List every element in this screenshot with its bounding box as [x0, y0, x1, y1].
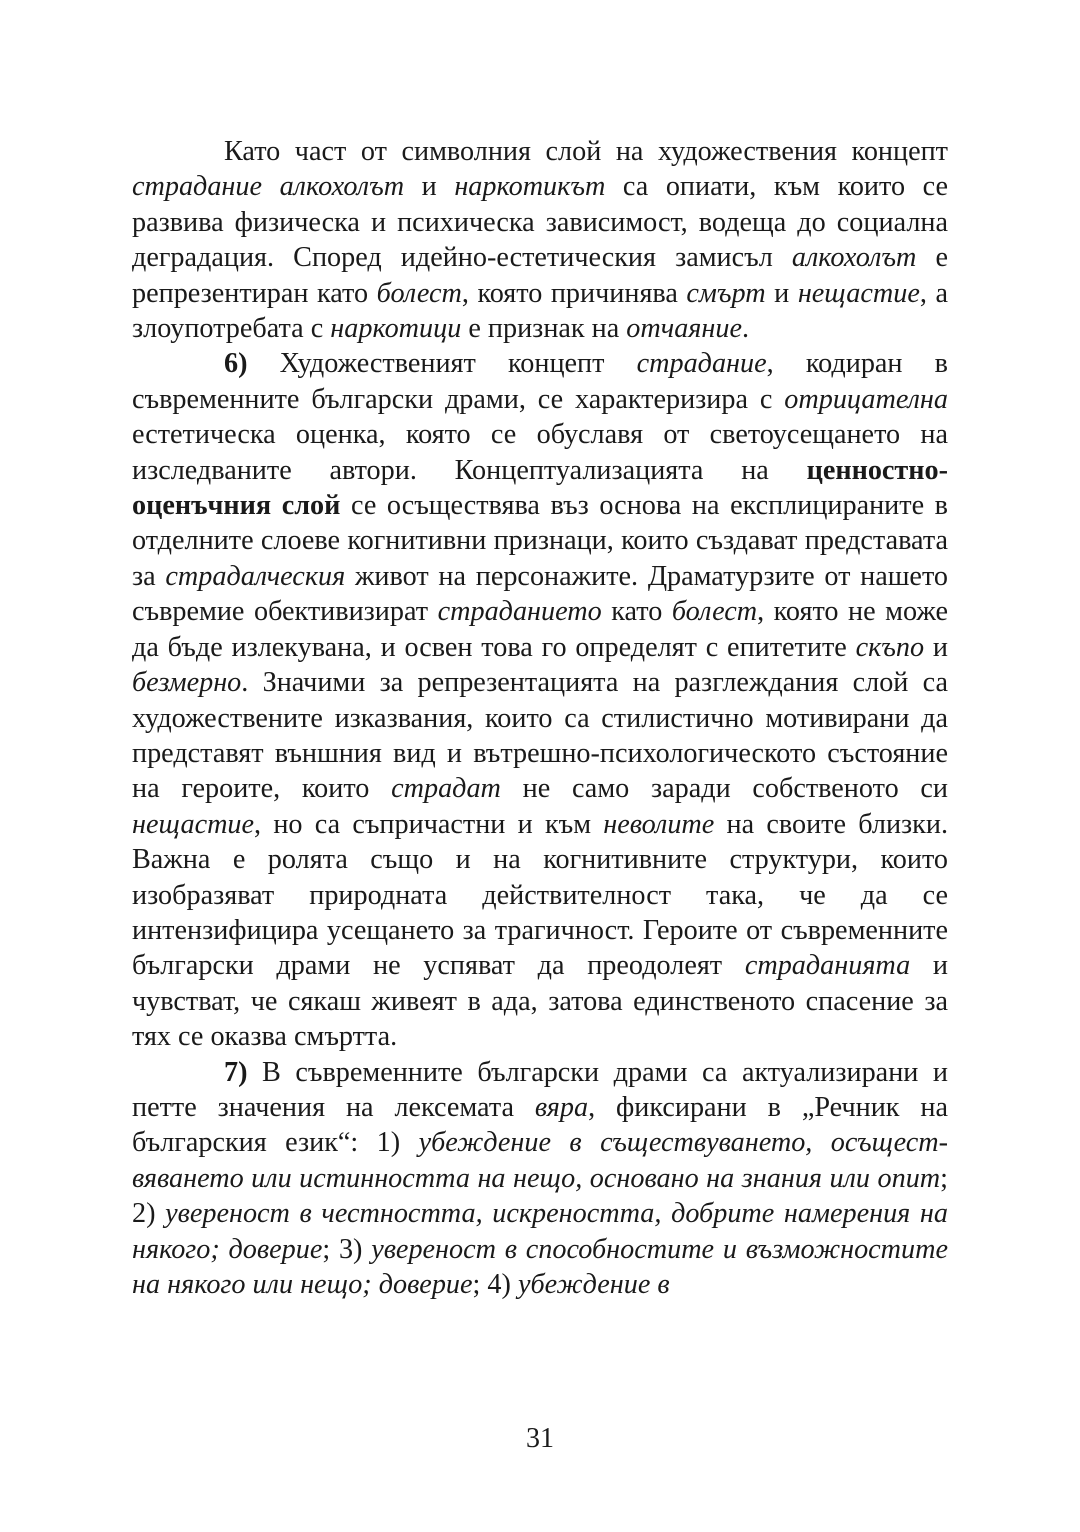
text-run: ; 2) [132, 1162, 948, 1230]
italic-text: страдат [391, 773, 501, 805]
italic-text: отрицателна [784, 383, 948, 415]
italic-text: увереност в честността, искреността, добрите намерения на някого; доверие [132, 1198, 948, 1265]
italic-text: болест [671, 596, 758, 628]
text-run: и [404, 171, 455, 203]
italic-text: скъпо [855, 631, 925, 663]
text-run: на своите близки. Важна е ролята също и на когнитивните структури, които изобразяват природната действителност така, че да се интензифицира усещането за трагичност. Героите от съвременните български драми не успяват да преодолеят [132, 808, 949, 982]
paragraph [132, 134, 948, 346]
page-number: 31 [526, 1423, 554, 1454]
italic-text: наркотикът [454, 171, 606, 203]
text-run: ; 4) [472, 1269, 518, 1300]
italic-text: страдалческия [165, 560, 346, 592]
italic-text: вяра [534, 1091, 589, 1123]
italic-text: алкохолът [791, 242, 917, 274]
text-run: , кодиран в съвременните български драми, се характеризира с [132, 348, 948, 415]
italic-text: нещастие [132, 808, 255, 840]
text-run: , която причинява [461, 277, 687, 309]
text-run: , а злоупотребата с [132, 277, 948, 345]
bold-text: ценностно-оценъчния слой [132, 454, 948, 522]
text-run: живот на персонажите. Драматурзите от нашето съвремие обективизират [132, 560, 948, 628]
paragraph [132, 346, 948, 1054]
text-run: е репрезентиран като [132, 242, 949, 309]
text-run: В съвременните български драми са актуализирани и петте значения на лексемата [132, 1056, 948, 1123]
text-run: са опиати, към които се развива физическа и психическа зависимост, водеща до социална деградация. Според идейно-естетическия замисъл [132, 171, 948, 274]
text-run: като [601, 596, 672, 628]
text-run: естетическа оценка, която се обуславя от светоусещането на изследваните автори. Концептуализацията на [132, 419, 948, 486]
text-run: Като част от символния слой на художествения концепт [224, 136, 948, 167]
italic-text: неволите [603, 808, 715, 840]
italic-text: нещастие [797, 277, 920, 309]
paragraph [132, 1055, 948, 1303]
italic-text: убеждение в [517, 1269, 670, 1300]
text-run: ; 3) [322, 1233, 372, 1265]
text-run: . [741, 313, 750, 345]
italic-text: увереност в способностите и възможностите на някого или нещо; доверие [132, 1233, 948, 1300]
italic-text: страданието [437, 596, 602, 628]
text-run: и чувстват, че сякаш живеят в ада, затова единственото спасение за тях се оказва смъртта. [132, 950, 948, 1053]
italic-text: болест [376, 277, 462, 309]
page-body [132, 134, 948, 1302]
italic-text: безмерно [132, 667, 242, 699]
text-run: не само заради собственото си [500, 773, 948, 805]
italic-text: страдание [636, 348, 767, 380]
italic-text: смърт [686, 277, 766, 309]
italic-text: наркотици [330, 313, 462, 345]
italic-text: отчаяние [626, 313, 742, 345]
text-run: , фиксирани в „Речник на българския език“: 1) [132, 1091, 948, 1159]
text-run: Художественият концепт [247, 348, 637, 380]
text-run: , но са съпричастни и към [254, 808, 604, 840]
italic-text: страдание алкохолът [132, 171, 405, 203]
bold-text: 6) [224, 348, 248, 380]
italic-text: убеждение в съществуването, осъществяването или истинността на нещо, основано на знания или опит [132, 1127, 949, 1194]
text-run: е признак на [461, 313, 627, 345]
text-run: и [924, 631, 948, 663]
bold-text: 7) [224, 1056, 248, 1088]
text-run: . Значими за репрезентацията на разглеждания слой са художествените изказвания, които са стилистично мотивирани да представят външния вид и вътрешно-психологическото състояние на героите, които [132, 667, 948, 805]
italic-text: страданията [744, 950, 911, 982]
text-run: и [765, 277, 798, 309]
text-run: , която не може да бъде излекувана, и освен това го определят с епитетите [132, 596, 949, 663]
text-run: се осъществява въз основа на експлицираните в отделните слоеве когнитивни признаци, които създават представата за [132, 490, 948, 592]
